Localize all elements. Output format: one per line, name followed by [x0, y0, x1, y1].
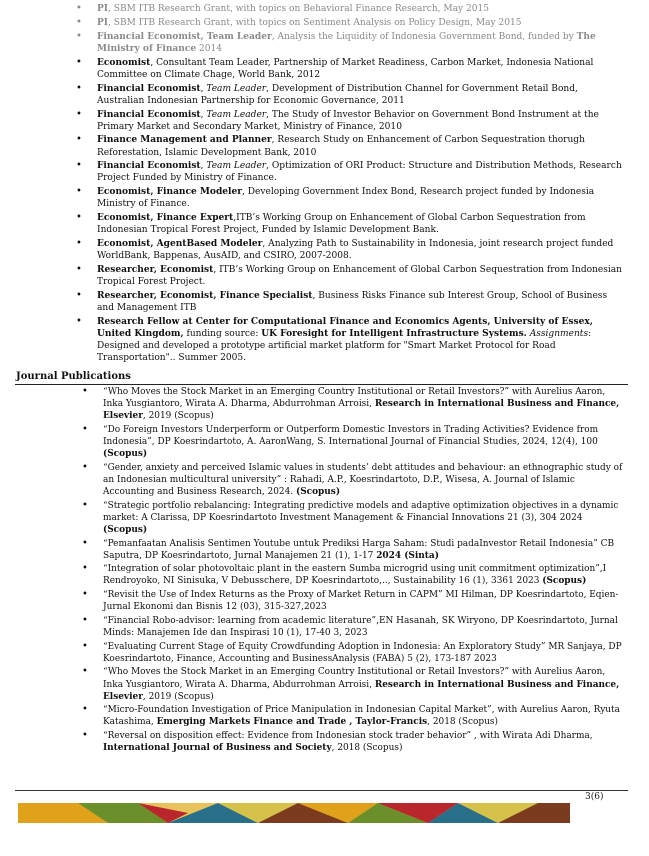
list-item: • “Financial Robo-advisor: learning from academic literature”,EN Hasanah, SK Wiryono, DP Koesrindartoto, Jurnal Minds: Manajemen Ide dan Inspirasi 10 (1), 17-40 3, 2023 — [80, 615, 628, 639]
list-item: • Economist, AgentBased Modeler, Analyzing Path to Sustainability in Indonesia, joint research project funded WorldBank, Bappenas, AusAID, and CSIRO, 2007-2008. — [74, 238, 626, 262]
section-divider — [15, 384, 628, 385]
list-item: • Financial Economist, Team Leader, Development of Distribution Channel for Government Retail Bond, Australian Indonesian Partnership for Economic Governance, 2011 — [74, 83, 626, 107]
list-item: • “Who Moves the Stock Market in an Emerging Country Institutional or Retail Investors?” with Aurelius Aaron, Inka Yusgiantoro, Wirata A. Dharma, Abdurrohman Arroisi, Research in International Business and Finance, Elsevier, 2019 (Scopus) — [80, 666, 628, 702]
footer-divider — [15, 790, 628, 791]
list-item: • Economist, Consultant Team Leader, Partnership of Market Readiness, Carbon Market, Indonesia National Committee on Climate Chage, World Bank, 2012 — [74, 57, 626, 81]
list-item: • Economist, Finance Expert,ITB’s Working Group on Enhancement of Global Carbon Sequestration from Indonesian Tropical Forest Project, Funded by Islamic Development Bank. — [74, 212, 626, 236]
list-item: • PI, SBM ITB Research Grant, with topics on Sentiment Analysis on Policy Design, May 2015 — [74, 17, 626, 29]
list-item: • Researcher, Economist, Finance Specialist, Business Risks Finance sub Interest Group, School of Business and Management ITB — [74, 290, 626, 314]
list-item: • Finance Management and Planner, Research Study on Enhancement of Carbon Sequestration thorugh Reforestation, Islamic Development Bank, 2010 — [74, 134, 626, 158]
list-item: • “Gender, anxiety and perceived Islamic values in students’ debt attitudes and behaviour: an ethnographic study of an Indonesian multicultural university” : Rahadi, A.P., Koesrindartoto, D.P., Wisesa, A. Journal of Islamic Accounting and Business Research, 2024. (Scopus) — [80, 462, 628, 498]
list-item: • “Who Moves the Stock Market in an Emerging Country Institutional or Retail Investors?” with Aurelius Aaron, Inka Yusgiantoro, Wirata A. Dharma, Abdurrohman Arroisi, Research in International Business and Finance, Elsevier, 2019 (Scopus) — [80, 386, 628, 422]
list-item: • Research Fellow at Center for Computational Finance and Economics Agents, University of Essex, United Kingdom, funding source: UK Foresight for Intelligent Infrastructure Systems. Assignments: Designed and developed a prototype artificial market platform for "Smart Market Protocol for Road Transportation".. Summer 2005. — [74, 316, 626, 364]
list-item: • “Revisit the Use of Index Returns as the Proxy of Market Return in CAPM” MI Hilman, DP Koesrindartoto, Eqien-Jurnal Ekonomi dan Bisnis 12 (03), 315-327,2023 — [80, 589, 628, 613]
list-item: • Financial Economist, Team Leader, The Study of Investor Behavior on Government Bond Instrument at the Primary Market and Secondary Market, Ministry of Finance, 2010 — [74, 109, 626, 133]
list-item: • “Strategic portfolio rebalancing: Integrating predictive models and adaptive optimization objectives in a dynamic market: A Clarissa, DP Koesrindartoto Investment Management & Financial Innovations 21 (3), 304 2024 (Scopus) — [80, 500, 628, 536]
research-projects-list — [74, 3, 626, 366]
list-item: • “Pemanfaatan Analisis Sentimen Youtube untuk Prediksi Harga Saham: Studi padaInvestor Retail Indonesia” CB Saputra, DP Koesrindartoto, Jurnal Manajemen 21 (1), 1-17 2024 (Sinta) — [80, 538, 628, 562]
list-item: • “Evaluating Current Stage of Equity Crowdfunding Adoption in Indonesia: An Exploratory Study” MR Sanjaya, DP Koesrindartoto, Finance, Accounting and BusinessAnalysis (FABA) 5 (2), 173-187 2023 — [80, 641, 628, 665]
list-item: • Researcher, Economist, ITB’s Working Group on Enhancement of Global Carbon Sequestration from Indonesian Tropical Forest Project. — [74, 264, 626, 288]
page-number: 3(6) — [585, 792, 604, 802]
list-item: • PI, SBM ITB Research Grant, with topics on Behavioral Finance Research, May 2015 — [74, 3, 626, 15]
list-item: • “Do Foreign Investors Underperform or Outperform Domestic Investors in Trading Activities? Evidence from Indonesia”, DP Koesrindartoto, A. AaronWang, S. International Journal of Financial Studies, 2024, 12(4), 100 (Scopus) — [80, 424, 628, 460]
list-item: • “Reversal on disposition effect: Evidence from Indonesian stock trader behavior” , with Wirata Adi Dharma, International Journal of Business and Society, 2018 (Scopus) — [80, 730, 628, 754]
decorative-banner — [18, 803, 570, 823]
list-item: • Financial Economist, Team Leader, Analysis the Liquidity of Indonesia Government Bond, funded by The Ministry of Finance 2014 — [74, 31, 626, 55]
section-title: Journal Publications — [16, 371, 131, 382]
list-item: • “Micro-Foundation Investigation of Price Manipulation in Indonesian Capital Market”, with Aurelius Aaron, Ryuta Katashima, Emerging Markets Finance and Trade , Taylor-Francis, 2018 (Scopus) — [80, 704, 628, 728]
journal-publications-list — [80, 386, 628, 756]
list-item: • “Integration of solar photovoltaic plant in the eastern Sumba microgrid using unit commitment optimization”,I Rendroyoko, NI Sinisuka, V Debusschere, DP Koesrindartoto,.., Sustainability 16 (1), 3361 2023 (Scopus) — [80, 563, 628, 587]
list-item: • Financial Economist, Team Leader, Optimization of ORI Product: Structure and Distribution Methods, Research Project Funded by Ministry of Finance. — [74, 160, 626, 184]
list-item: • Economist, Finance Modeler, Developing Government Index Bond, Research project funded by Indonesia Ministry of Finance. — [74, 186, 626, 210]
